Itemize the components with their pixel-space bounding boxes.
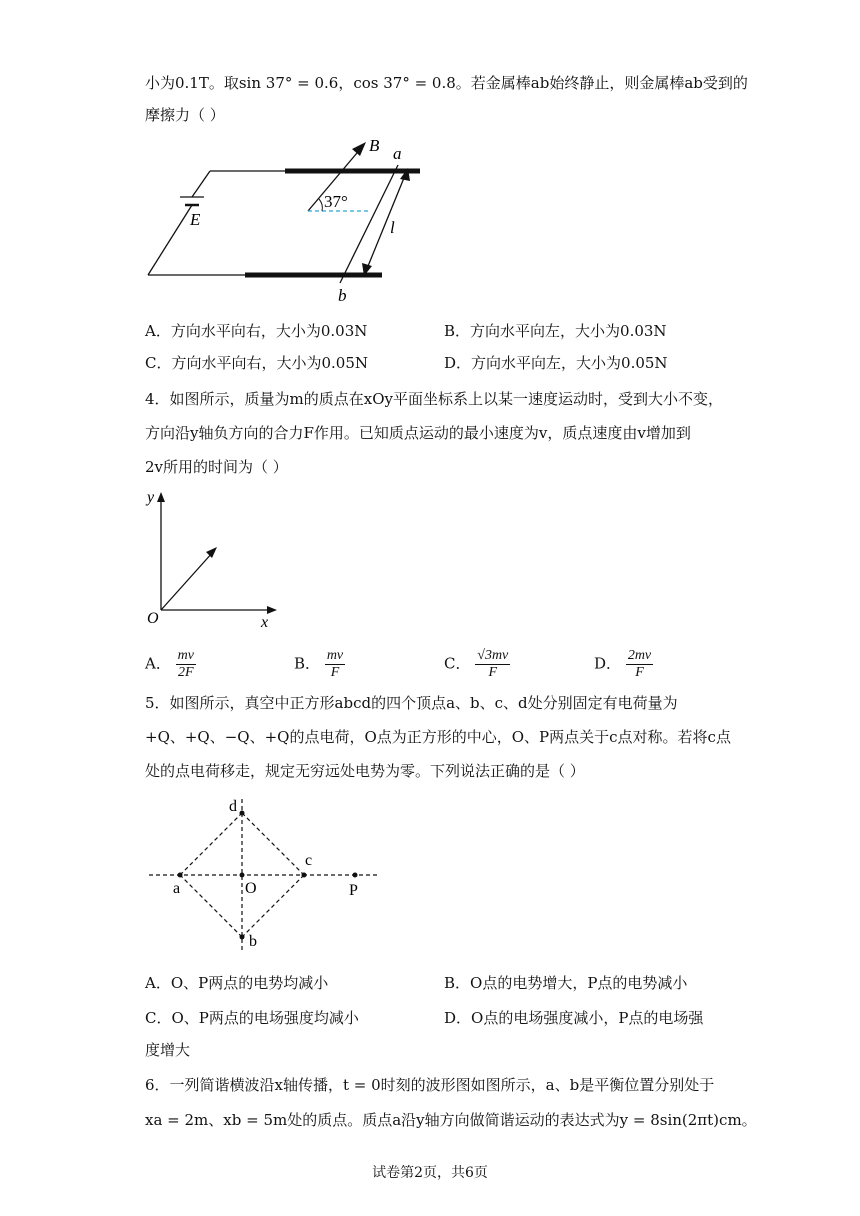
- q4-option-d-label: D．: [594, 654, 622, 673]
- point-b-label: b: [249, 933, 257, 950]
- q4-text-line3: 2v所用的时间为（ ）: [145, 458, 288, 476]
- q5-text-line1: 5．如图所示，真空中正方形abcd的四个顶点a、b、c、d处分别固定有电荷量为: [145, 694, 678, 712]
- origin-label: O: [147, 610, 159, 627]
- q4-option-a-fraction: [176, 648, 196, 681]
- q3-option-b: B．方向水平向左，大小为0.03N: [444, 322, 667, 340]
- q4-text-line2: 方向沿y轴负方向的合力F作用。已知质点运动的最小速度为v，质点速度由v增加到: [145, 424, 691, 442]
- q5-option-b: B．O点的电势增大，P点的电势减小: [444, 974, 688, 992]
- label-B: B: [369, 136, 380, 155]
- point-p-label: P: [349, 882, 358, 899]
- q4-d-denominator: F: [635, 665, 644, 680]
- q3-option-d: D．方向水平向左，大小为0.05N: [444, 354, 668, 372]
- q3-text-line2: 摩擦力（ ）: [145, 106, 225, 124]
- axis-y-label: y: [147, 489, 155, 506]
- q4-option-d: [594, 648, 653, 681]
- label-l: l: [390, 218, 395, 237]
- q5-figure-square: [145, 795, 385, 965]
- q3-option-a: A．方向水平向右，大小为0.03N: [145, 322, 368, 340]
- q5-option-c: C．O、P两点的电场强度均减小: [145, 1009, 359, 1027]
- axis-x-label: x: [261, 614, 269, 631]
- q4-option-b: [294, 648, 345, 681]
- q5-text-line3: 处的点电荷移走，规定无穷远处电势为零。下列说法正确的是（ ）: [145, 762, 585, 780]
- point-c-label: c: [305, 852, 313, 869]
- q3-figure-circuit: [140, 135, 440, 305]
- q6-text-line2: xa = 2m、xb = 5m处的质点。质点a沿y轴方向做简谐运动的表达式为y = 8sin(2πt)cm。: [145, 1111, 757, 1129]
- q4-option-b-label: B．: [294, 654, 321, 673]
- point-a-label: a: [173, 880, 181, 897]
- q4-d-numerator: 2mv: [627, 648, 652, 663]
- q4-a-numerator: mv: [177, 648, 194, 663]
- q4-a-denominator: 2F: [178, 665, 194, 680]
- q5-option-d: D．O点的电场强度减小，P点的电场强: [444, 1009, 704, 1027]
- q6-text-line1: 6．一列简谐横波沿x轴传播，t = 0时刻的波形图如图所示，a、b是平衡位置分别处于: [145, 1076, 715, 1094]
- q4-option-b-fraction: [325, 648, 345, 681]
- point-o-label: O: [245, 880, 257, 897]
- q4-text-line1: 4．如图所示，质量为m的质点在xOy平面坐标系上以某一速度运动时，受到大小不变，: [145, 390, 724, 408]
- label-a: a: [393, 144, 402, 163]
- q4-option-a-label: A．: [145, 654, 171, 673]
- q4-option-a: [145, 648, 196, 681]
- q4-b-denominator: F: [330, 665, 340, 680]
- q3-option-c: C．方向水平向右，大小为0.05N: [145, 354, 369, 372]
- label-E: E: [190, 210, 201, 229]
- label-b: b: [338, 286, 347, 305]
- q4-option-c: [444, 648, 510, 681]
- point-d-label: d: [229, 798, 237, 815]
- q4-c-numerator: √3mv: [477, 648, 509, 663]
- q4-option-c-label: C．: [444, 654, 471, 673]
- q5-option-a: A．O、P两点的电势均减小: [145, 974, 329, 992]
- q4-option-d-fraction: [626, 648, 653, 681]
- q4-figure-axes: [145, 490, 285, 630]
- page-footer: 试卷第2页，共6页: [372, 1165, 488, 1181]
- q3-text-line1: 小为0.1T。取sin 37° = 0.6，cos 37° = 0.8。若金属棒ab始终静止，则金属棒ab受到的: [145, 74, 748, 92]
- q5-option-d-continued: 度增大: [145, 1041, 191, 1059]
- q5-text-line2: +Q、+Q、−Q、+Q的点电荷，O点为正方形的中心，O、P两点关于c点对称。若将c点: [145, 728, 731, 746]
- q4-c-denominator: F: [488, 665, 498, 680]
- q4-b-numerator: mv: [326, 648, 344, 663]
- label-angle: 37°: [324, 192, 348, 211]
- q4-option-c-fraction: [475, 648, 510, 681]
